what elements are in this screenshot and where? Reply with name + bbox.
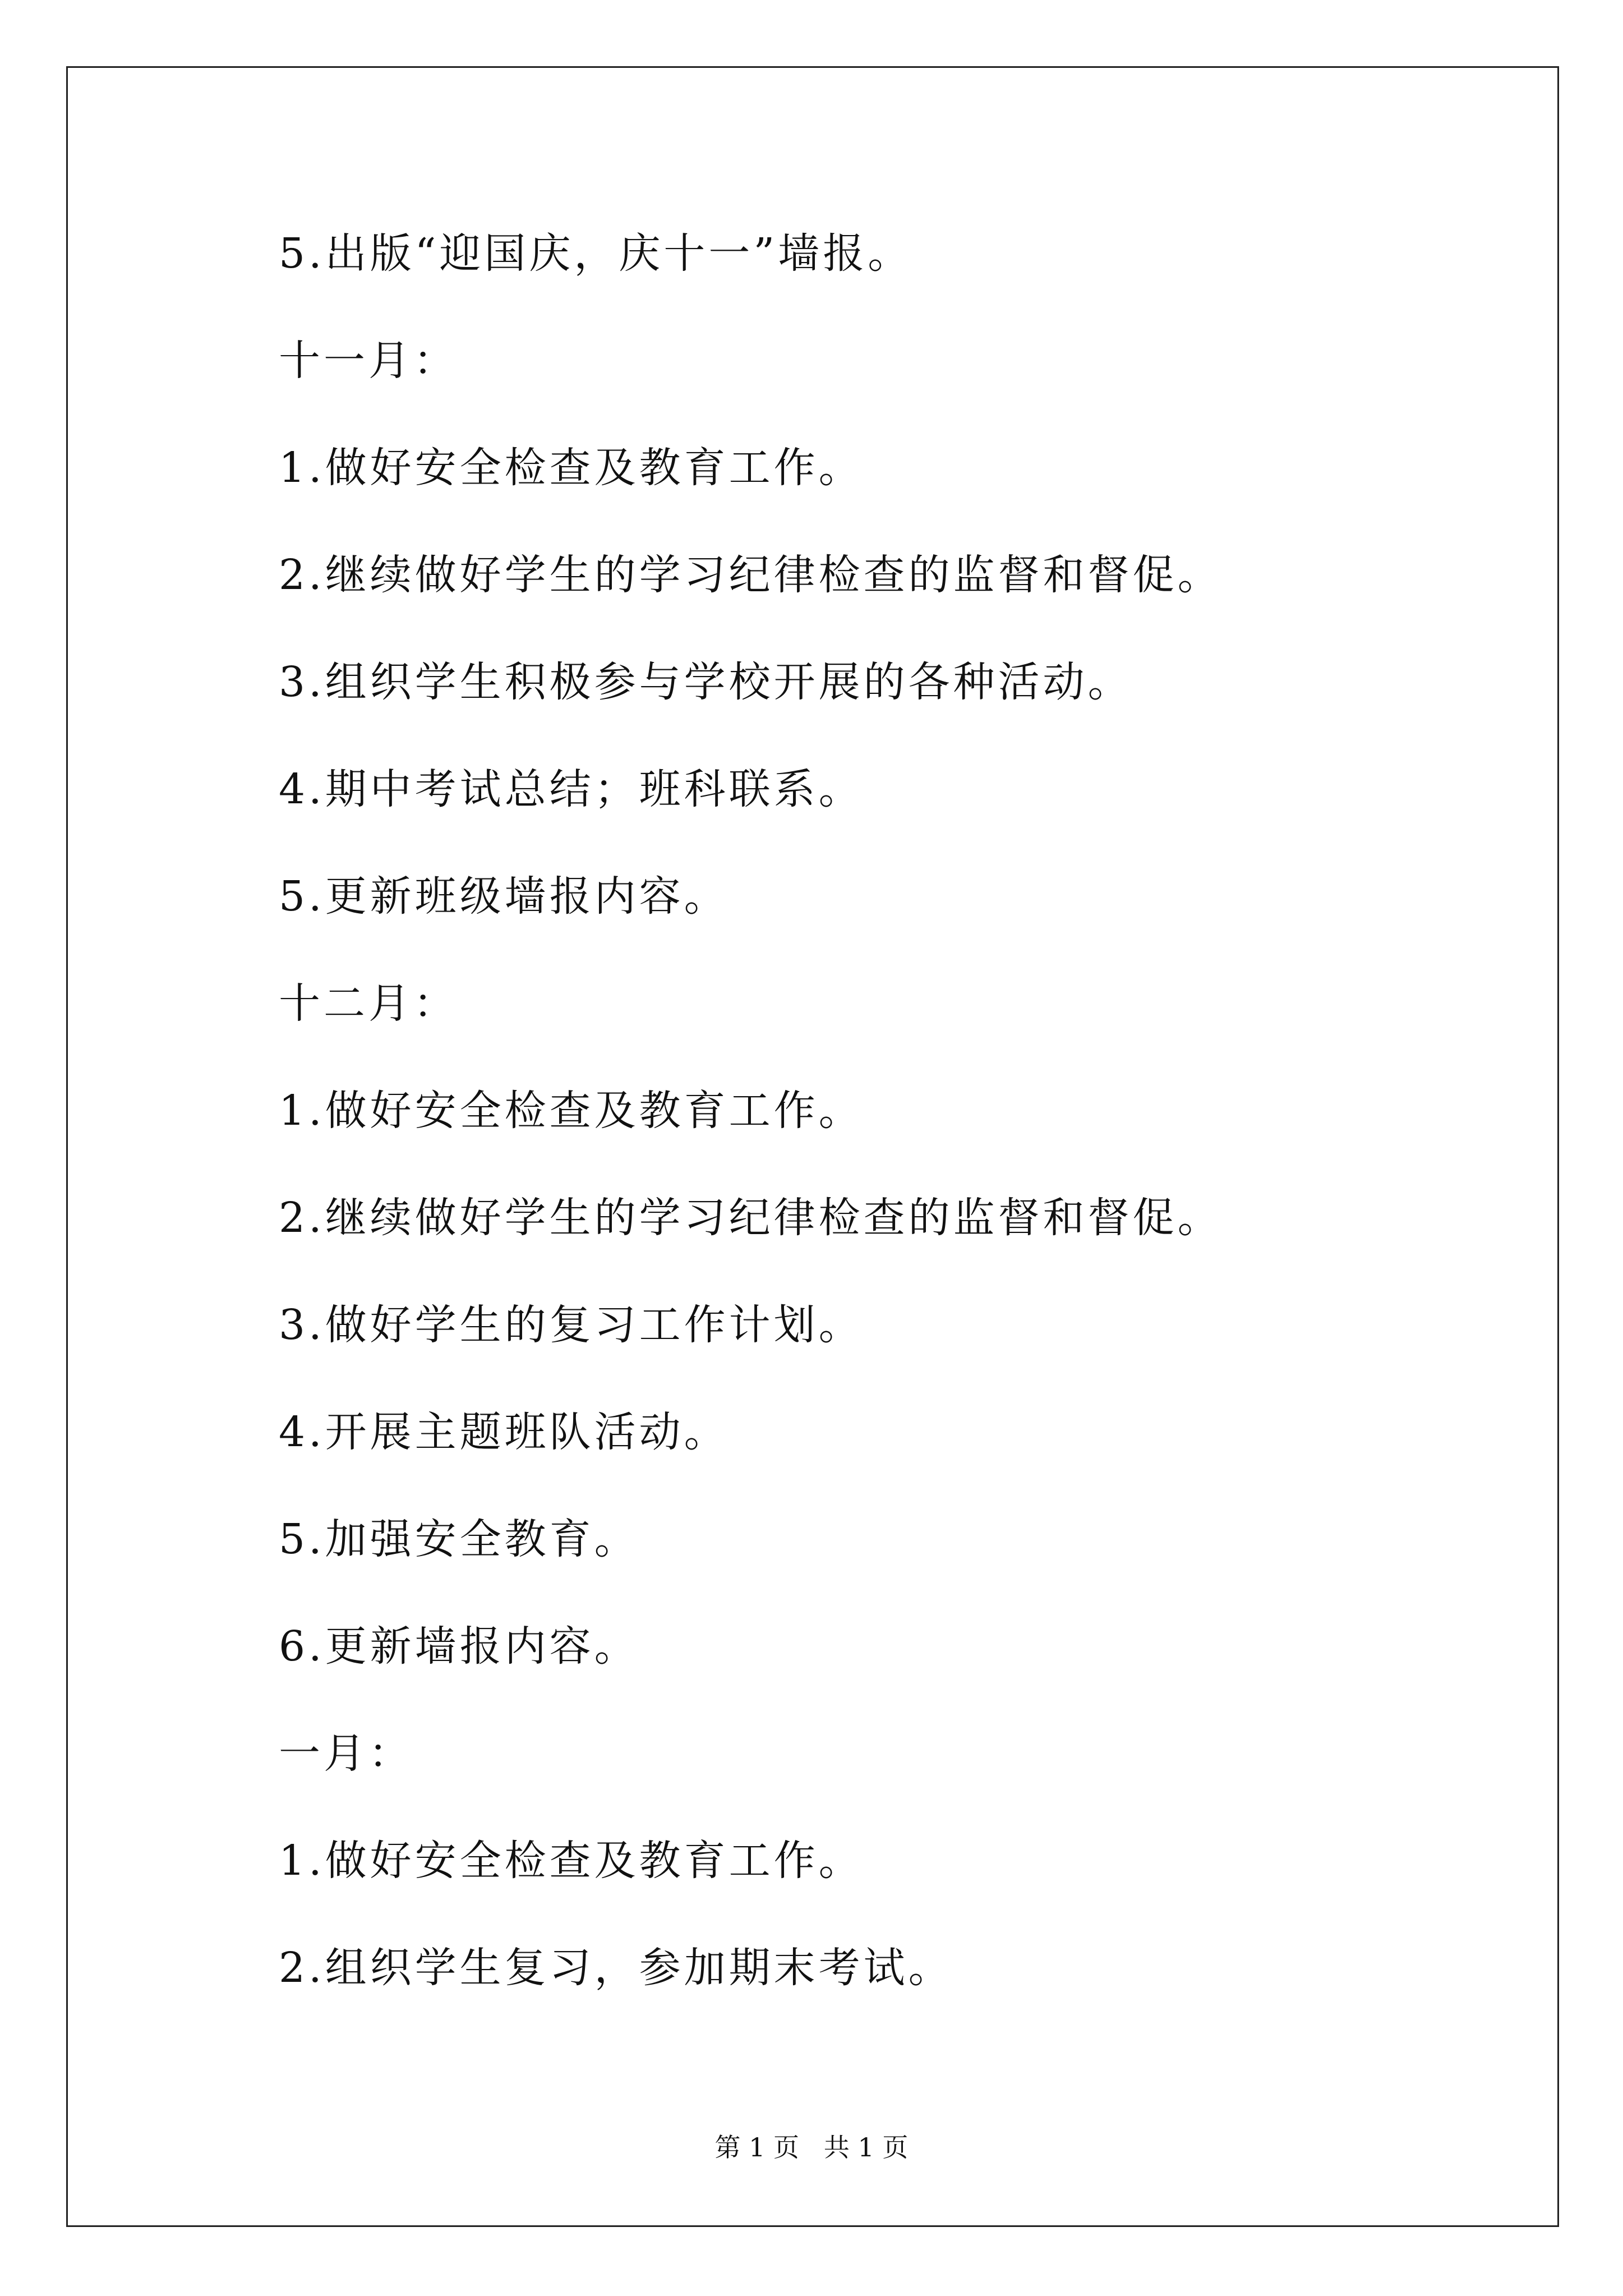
month-heading: 十二月：	[279, 979, 458, 1028]
paragraph-line: 5.更新班级墙报内容。	[279, 872, 729, 921]
paragraph-line: 2.继续做好学生的学习纪律检查的监督和督促。	[279, 1194, 1223, 1242]
paragraph-line: 3.组织学生积极参与学校开展的各种活动。	[279, 658, 1133, 706]
page-footer: 第 1 页 共 1 页	[714, 2132, 909, 2162]
paragraph-line: 4.期中考试总结；班科联系。	[279, 765, 864, 813]
month-heading: 十一月：	[279, 337, 458, 385]
paragraph-line: 1.做好安全检查及教育工作。	[279, 444, 864, 492]
paragraph-line: 2.继续做好学生的学习纪律检查的监督和督促。	[279, 551, 1223, 599]
paragraph-line: 3.做好学生的复习工作计划。	[279, 1301, 864, 1349]
paragraph-line: 5.出版“迎国庆，庆十一”墙报。	[279, 229, 913, 278]
paragraph-line: 2.组织学生复习，参加期末考试。	[279, 1944, 953, 1992]
month-heading: 一月：	[279, 1729, 413, 1778]
document-body	[279, 220, 1456, 2041]
paragraph-line: 1.做好安全检查及教育工作。	[279, 1837, 864, 1885]
paragraph-line: 6.更新墙报内容。	[279, 1622, 639, 1671]
paragraph-line: 4.开展主题班队活动。	[279, 1408, 729, 1456]
paragraph-line: 1.做好安全检查及教育工作。	[279, 1087, 864, 1135]
paragraph-line: 5.加强安全教育。	[279, 1515, 639, 1563]
